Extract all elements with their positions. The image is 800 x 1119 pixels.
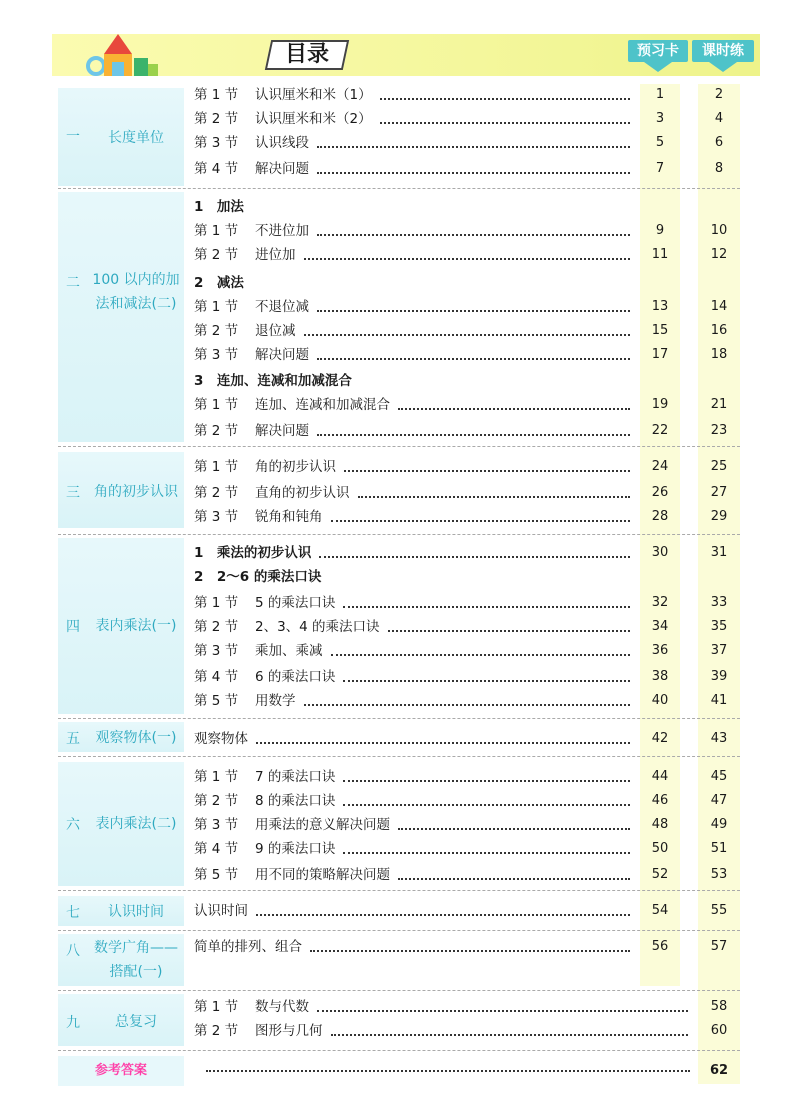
section-number: 第 5 节: [194, 693, 239, 709]
chapter-9[interactable]: [58, 994, 184, 1046]
section-title: 退位减: [255, 323, 296, 339]
section-number: 第 1 节: [194, 999, 239, 1015]
toc-row[interactable]: [194, 566, 740, 588]
preview-page-number: 13: [651, 299, 669, 314]
preview-page-number: 36: [651, 643, 669, 658]
section-title: 6 的乘法口诀: [255, 669, 336, 685]
preview-page-number: 15: [651, 323, 669, 338]
chapter-divider: [58, 756, 740, 757]
practice-page-number: 51: [710, 841, 728, 856]
preview-page-number: 34: [651, 619, 669, 634]
answers-page: 62: [709, 1063, 729, 1078]
practice-page-number: 18: [710, 347, 728, 362]
preview-page-number: 7: [655, 161, 665, 176]
section-number: 第 2 节: [194, 111, 239, 127]
section-number: 第 1 节: [194, 299, 239, 315]
chapter-divider: [58, 188, 740, 189]
practice-page-number: 14: [710, 299, 728, 314]
dot-leader: [256, 732, 630, 744]
practice-page-number: 53: [710, 867, 728, 882]
section-title: 5 的乘法口诀: [255, 595, 336, 611]
section-number: 第 2 节: [194, 619, 239, 635]
chapter-name: 表内乘法(一): [95, 618, 177, 634]
practice-page-number: 31: [710, 545, 728, 560]
dot-leader: [331, 510, 630, 522]
chapter-name: 角的初步认识: [94, 484, 178, 500]
section-number: 第 1 节: [194, 223, 239, 239]
preview-page-number: 26: [651, 485, 669, 500]
chapter-name: 100 以内的加法和减法(二): [92, 272, 180, 312]
dot-leader: [317, 1000, 688, 1012]
section-number: 第 5 节: [194, 867, 239, 883]
section-number: 第 2 节: [194, 247, 239, 263]
practice-page-number: 4: [714, 111, 724, 126]
dot-leader: [343, 596, 630, 608]
section-title: 解决问题: [255, 347, 309, 363]
practice-page-number: 41: [710, 693, 728, 708]
practice-page-number: 39: [710, 669, 728, 684]
preview-page-number: 22: [651, 423, 669, 438]
section-number: 第 2 节: [194, 485, 239, 501]
preview-page-number: 1: [655, 87, 665, 102]
section-title: 观察物体: [194, 731, 248, 747]
chapter-name: 观察物体(一): [95, 730, 177, 746]
section-title: 不退位减: [255, 299, 309, 315]
chapter-divider: [58, 446, 740, 447]
preview-page-number: 52: [651, 867, 669, 882]
preview-card-label: 预习卡: [637, 43, 679, 59]
dot-leader: [256, 904, 630, 916]
dot-leader: [398, 398, 630, 410]
section-title: 2、3、4 的乘法口诀: [255, 619, 380, 635]
section-number: 第 1 节: [194, 87, 239, 103]
practice-page-number: 55: [710, 903, 728, 918]
dot-leader: [317, 300, 630, 312]
page-title-text: 目录: [284, 42, 329, 67]
preview-page-number: 3: [655, 111, 665, 126]
dot-leader: [206, 1060, 690, 1072]
preview-page-number: 11: [651, 247, 669, 262]
dot-leader: [343, 842, 630, 854]
chapter-4[interactable]: [58, 538, 184, 714]
chapter-divider: [58, 890, 740, 891]
practice-page-number: 33: [710, 595, 728, 610]
practice-page-number: 23: [710, 423, 728, 438]
preview-page-number: 38: [651, 669, 669, 684]
section-title: 用不同的策略解决问题: [255, 867, 390, 883]
practice-page-number: 47: [710, 793, 728, 808]
chapter-name: 认识时间: [108, 904, 164, 920]
section-title: 3 连加、连减和加减混合: [194, 373, 352, 389]
dot-leader: [304, 694, 630, 706]
practice-page-number: 21: [710, 397, 728, 412]
section-number: 第 3 节: [194, 817, 239, 833]
preview-page-number: 19: [651, 397, 669, 412]
section-title: 简单的排列、组合: [194, 939, 302, 955]
section-number: 第 2 节: [194, 323, 239, 339]
practice-page-number: 45: [710, 769, 728, 784]
dot-leader: [304, 248, 630, 260]
section-title: 直角的初步认识: [255, 485, 350, 501]
section-title: 2 减法: [194, 275, 244, 291]
chapter-number: 七: [66, 905, 80, 921]
preview-page-number: 40: [651, 693, 669, 708]
section-title: 连加、连减和加减混合: [255, 397, 390, 413]
section-title: 7 的乘法口诀: [255, 769, 336, 785]
practice-page-number: 8: [714, 161, 724, 176]
section-title: 解决问题: [255, 161, 309, 177]
chapter-divider: [58, 718, 740, 719]
chapter-2[interactable]: [58, 192, 184, 442]
dot-leader: [380, 88, 630, 100]
chapter-7[interactable]: [58, 896, 184, 926]
toc-row[interactable]: [194, 370, 740, 392]
section-number: 第 3 节: [194, 347, 239, 363]
practice-page-number: 2: [714, 87, 724, 102]
toc-row[interactable]: [194, 196, 740, 218]
chapter-number: 八: [66, 943, 80, 959]
section-number: 第 2 节: [194, 423, 239, 439]
preview-page-number: 30: [651, 545, 669, 560]
chapter-divider: [58, 534, 740, 535]
section-title: 解决问题: [255, 423, 309, 439]
preview-page-number: 56: [651, 939, 669, 954]
dot-leader: [317, 136, 630, 148]
preview-page-number: 46: [651, 793, 669, 808]
dot-leader: [317, 424, 630, 436]
dot-leader: [344, 460, 630, 472]
preview-page-number: 28: [651, 509, 669, 524]
chapter-3[interactable]: [58, 452, 184, 528]
dot-leader: [398, 868, 630, 880]
preview-page-number: 50: [651, 841, 669, 856]
section-title: 数与代数: [255, 999, 309, 1015]
section-number: 第 1 节: [194, 459, 239, 475]
preview-page-number: 5: [655, 135, 665, 150]
preview-page-number: 9: [655, 223, 665, 238]
section-title: 2 2～6 的乘法口诀: [194, 569, 322, 585]
preview-page-number: 32: [651, 595, 669, 610]
preview-page-number: 54: [651, 903, 669, 918]
chapter-number: 三: [66, 485, 80, 501]
practice-page-number: 57: [710, 939, 728, 954]
practice-page-number: 58: [710, 999, 728, 1014]
chapter-5[interactable]: [58, 722, 184, 752]
section-number: 第 4 节: [194, 669, 239, 685]
dot-leader: [304, 324, 630, 336]
section-number: 第 1 节: [194, 397, 239, 413]
section-title: 用数学: [255, 693, 296, 709]
dot-leader: [343, 794, 630, 806]
section-title: 1 加法: [194, 199, 244, 215]
section-title: 锐角和钝角: [255, 509, 323, 525]
dot-leader: [343, 670, 630, 682]
section-title: 图形与几何: [255, 1023, 323, 1039]
practice-page-number: 16: [710, 323, 728, 338]
practice-page-number: 12: [710, 247, 728, 262]
section-number: 第 1 节: [194, 595, 239, 611]
section-title: 认识时间: [194, 903, 248, 919]
practice-page-number: 43: [710, 731, 728, 746]
chapter-number: 九: [66, 1015, 80, 1031]
chapter-number: 五: [66, 731, 80, 747]
dot-leader: [317, 224, 630, 236]
practice-page-number: 29: [710, 509, 728, 524]
chapter-name: 数学广角——搭配(一): [94, 940, 178, 980]
chapter-divider: [58, 990, 740, 991]
dot-leader: [310, 940, 630, 952]
chapter-8[interactable]: [58, 934, 184, 986]
section-title: 认识厘米和米（2）: [255, 111, 372, 127]
section-title: 进位加: [255, 247, 296, 263]
chapter-name: 总复习: [115, 1014, 157, 1030]
section-title: 认识线段: [255, 135, 309, 151]
practice-page-number: 35: [710, 619, 728, 634]
preview-page-number: 44: [651, 769, 669, 784]
preview-page-number: 17: [651, 347, 669, 362]
dot-leader: [317, 162, 630, 174]
chapter-divider: [58, 930, 740, 931]
page-title: [265, 40, 349, 70]
dot-leader: [398, 818, 630, 830]
practice-page-number: 49: [710, 817, 728, 832]
practice-page-number: 10: [710, 223, 728, 238]
section-number: 第 4 节: [194, 841, 239, 857]
section-title: 乘加、乘减: [255, 643, 323, 659]
practice-page-number: 27: [710, 485, 728, 500]
section-number: 第 3 节: [194, 643, 239, 659]
chapter-number: 一: [66, 129, 80, 145]
preview-page-number: 24: [651, 459, 669, 474]
section-title: 8 的乘法口诀: [255, 793, 336, 809]
dot-leader: [331, 644, 630, 656]
section-number: 第 3 节: [194, 509, 239, 525]
building-blocks-icon: [84, 30, 174, 78]
chapter-1[interactable]: [58, 88, 184, 186]
practice-tag: [692, 40, 754, 62]
section-number: 第 2 节: [194, 1023, 239, 1039]
chapter-name: 表内乘法(二): [95, 816, 177, 832]
practice-page-number: 60: [710, 1023, 728, 1038]
section-title: 9 的乘法口诀: [255, 841, 336, 857]
section-number: 第 1 节: [194, 769, 239, 785]
practice-page-number: 37: [710, 643, 728, 658]
section-number: 第 2 节: [194, 793, 239, 809]
section-title: 不进位加: [255, 223, 309, 239]
chapter-name: 长度单位: [108, 130, 164, 146]
section-number: 第 4 节: [194, 161, 239, 177]
preview-card-tag: [628, 40, 688, 62]
dot-leader: [388, 620, 630, 632]
preview-page-number: 42: [651, 731, 669, 746]
dot-leader: [319, 546, 630, 558]
dot-leader: [358, 486, 630, 498]
section-number: 第 3 节: [194, 135, 239, 151]
chapter-6[interactable]: [58, 762, 184, 886]
chapter-number: 六: [66, 817, 80, 833]
section-title: 用乘法的意义解决问题: [255, 817, 390, 833]
section-title: 1 乘法的初步认识: [194, 545, 312, 561]
section-title: 角的初步认识: [255, 459, 336, 475]
toc-row[interactable]: [194, 272, 740, 294]
practice-page-number: 6: [714, 135, 724, 150]
dot-leader: [317, 348, 630, 360]
answers-label[interactable]: 参考答案: [58, 1056, 184, 1086]
section-title: 认识厘米和米（1）: [255, 87, 372, 103]
dot-leader: [331, 1024, 688, 1036]
dot-leader: [343, 770, 630, 782]
chapter-divider: [58, 1050, 740, 1051]
chapter-number: 四: [66, 619, 80, 635]
chapter-number: 二: [66, 275, 80, 291]
preview-page-number: 48: [651, 817, 669, 832]
practice-page-number: 25: [710, 459, 728, 474]
practice-label: 课时练: [702, 43, 744, 59]
dot-leader: [380, 112, 630, 124]
